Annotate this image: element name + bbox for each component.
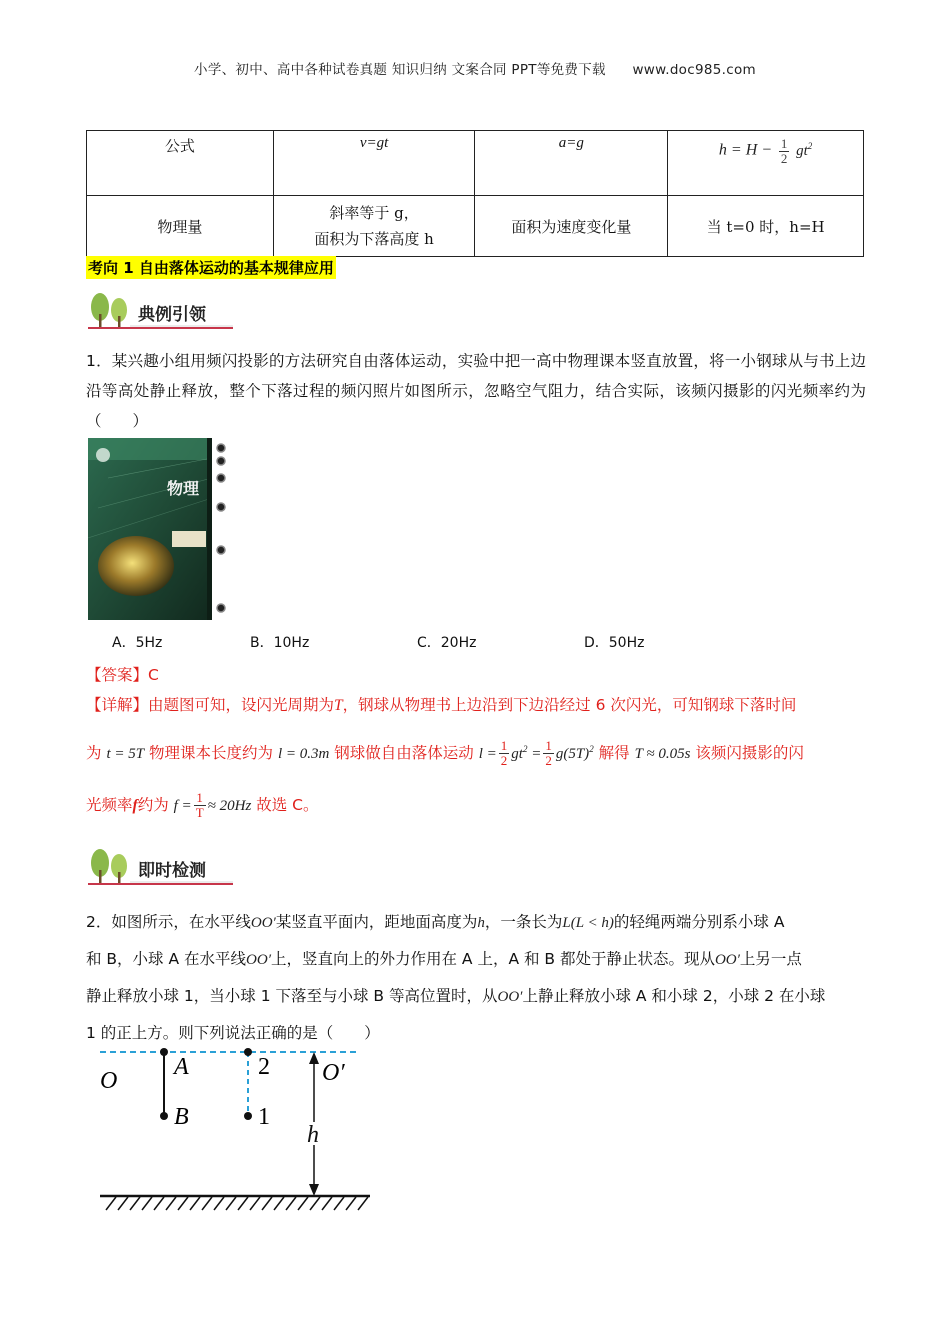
q2-text: 2．如图所示，在水平线 (86, 913, 251, 931)
detail-var: f (132, 797, 138, 814)
q2-text: 上另一点 (739, 950, 802, 968)
answer-line (86, 660, 866, 690)
detail-math: l = 0.3m (277, 746, 330, 762)
q2-text: 的轻绳两端分别系小球 A (613, 913, 785, 931)
table-cell: 当 t=0 时，h=H (668, 196, 864, 257)
book-title: 物理 (167, 479, 200, 498)
physics-diagram (88, 1040, 378, 1220)
detail-text: ，钢球从物理书上边沿到下边沿经过 6 次闪光，可知钢球下落时间 (342, 696, 797, 714)
detail-text: 故选 C。 (256, 796, 319, 814)
header-text: 小学、初中、高中各种试卷真题 知识归纳 文案合同 PPT等免费下载 (194, 62, 606, 78)
label-o-prime: O′ (322, 1060, 345, 1086)
option-d[interactable]: D．50Hz (584, 635, 645, 651)
question-1: 1．某兴趣小组用频闪投影的方法研究自由落体运动，实验中把一高中物理课本竖直放置，将一小钢球从与书上边沿等高处静止释放，整个下落过程的频闪照片如图所示，忽略空气阻力，结合实际，该频闪摄影的闪光频率约为（ ） (86, 352, 866, 430)
q2-math: h (477, 915, 485, 931)
detail-math: ≈ 20Hz (207, 798, 252, 814)
table-cell: 面积为速度变化量 (475, 196, 668, 257)
physics-book-image (88, 438, 238, 620)
banner-check (88, 846, 238, 888)
detail-text: 解得 (598, 744, 630, 762)
detail-line-3: 光频率f约为 f = $\frac{1}{T}$ ≈ 20Hz 故选 C。 (86, 790, 319, 820)
label-a: A (174, 1054, 189, 1080)
detail-text: 物理课本长度约为 (149, 744, 274, 762)
detail-line-2: 为 t = 5T 物理课本长度约为 l = 0.3m 钢球做自由落体运动 l = $\frac{1}{2}$ $gt^2$ = $\frac{1}{2}$ $g(5T)^2$ 解得 T ≈ 0.05s 该频闪摄影的闪 (86, 738, 804, 768)
detail-label: 【详解】 (86, 696, 149, 714)
table-cell-formula: h = H − $\frac{1}{2}$ $gt^2$ (668, 131, 864, 196)
q2-line-4: 1 的正上方。则下列说法正确的是（ ） (86, 1024, 380, 1042)
table-row (87, 131, 864, 196)
detail-text: 由题图可知，设闪光周期为 (148, 696, 335, 714)
answer-value: C (148, 666, 159, 684)
q2-text: 上静止释放小球 A 和小球 2，小球 2 在小球 (522, 987, 826, 1005)
option-b[interactable]: B．10Hz (250, 635, 310, 651)
q2-text: 上，竖直向上的外力作用在 A 上，A 和 B 都处于静止状态。现从 (270, 950, 715, 968)
q2-text: 静止释放小球 1，当小球 1 下落至与小球 B 等高位置时，从 (86, 987, 498, 1005)
detail-text: 钢球做自由落体运动 (334, 744, 474, 762)
table-cell: a=g (475, 131, 668, 196)
q2-text: 和 B，小球 A 在水平线 (86, 950, 247, 968)
label-b: B (174, 1104, 189, 1130)
banner-title: 典例引领 (138, 305, 206, 325)
table-cell: 物理量 (87, 196, 274, 257)
q2-math: OO′ (250, 915, 276, 931)
summary-table (86, 130, 864, 257)
banner-example (88, 290, 238, 332)
q2-text: 某竖直平面内，距地面高度为 (275, 913, 478, 931)
q2-line-1 (86, 904, 866, 941)
answer-label: 【答案】 (86, 666, 149, 684)
label-2: 2 (258, 1054, 270, 1080)
detail-math: T ≈ 0.05s (634, 746, 691, 762)
option-a[interactable]: A．5Hz (112, 635, 163, 651)
header-url[interactable]: www.doc985.com (632, 62, 756, 78)
section-title: 考向 1 自由落体运动的基本规律应用 (86, 256, 336, 279)
detail-var: T (334, 697, 343, 714)
detail-line-1 (86, 690, 866, 721)
q2-math: OO′ (246, 952, 271, 968)
label-1: 1 (258, 1104, 270, 1130)
option-c[interactable]: C．20Hz (417, 635, 477, 651)
table-cell: 公式 (87, 131, 274, 196)
table-cell (273, 196, 475, 257)
book-figure (88, 438, 238, 620)
cell-line: 面积为下落高度 h (314, 230, 434, 248)
q2-text: ，一条长为 (484, 913, 563, 931)
page-header (0, 58, 950, 78)
q2-figure (88, 1040, 378, 1220)
label-o: O (100, 1068, 118, 1094)
table-row (87, 196, 864, 257)
label-h: h (307, 1122, 319, 1148)
q2-line-3 (86, 978, 866, 1015)
cell-line: 斜率等于 g， (329, 204, 419, 222)
q2-math: L(L < h) (562, 915, 614, 931)
detail-math: t = 5T (106, 746, 145, 762)
q2-math: OO′ (497, 989, 523, 1005)
table-cell: v=gt (273, 131, 475, 196)
detail-text: 该频闪摄影的闪 (695, 744, 804, 762)
question-2 (86, 904, 866, 1051)
banner-title: 即时检测 (138, 861, 206, 881)
q2-math: OO′ (714, 952, 740, 968)
q2-line-2 (86, 941, 866, 978)
detail-text: 为 (86, 744, 102, 762)
detail-text: 约为 (137, 796, 169, 814)
detail-text: 光频率 (86, 796, 133, 814)
